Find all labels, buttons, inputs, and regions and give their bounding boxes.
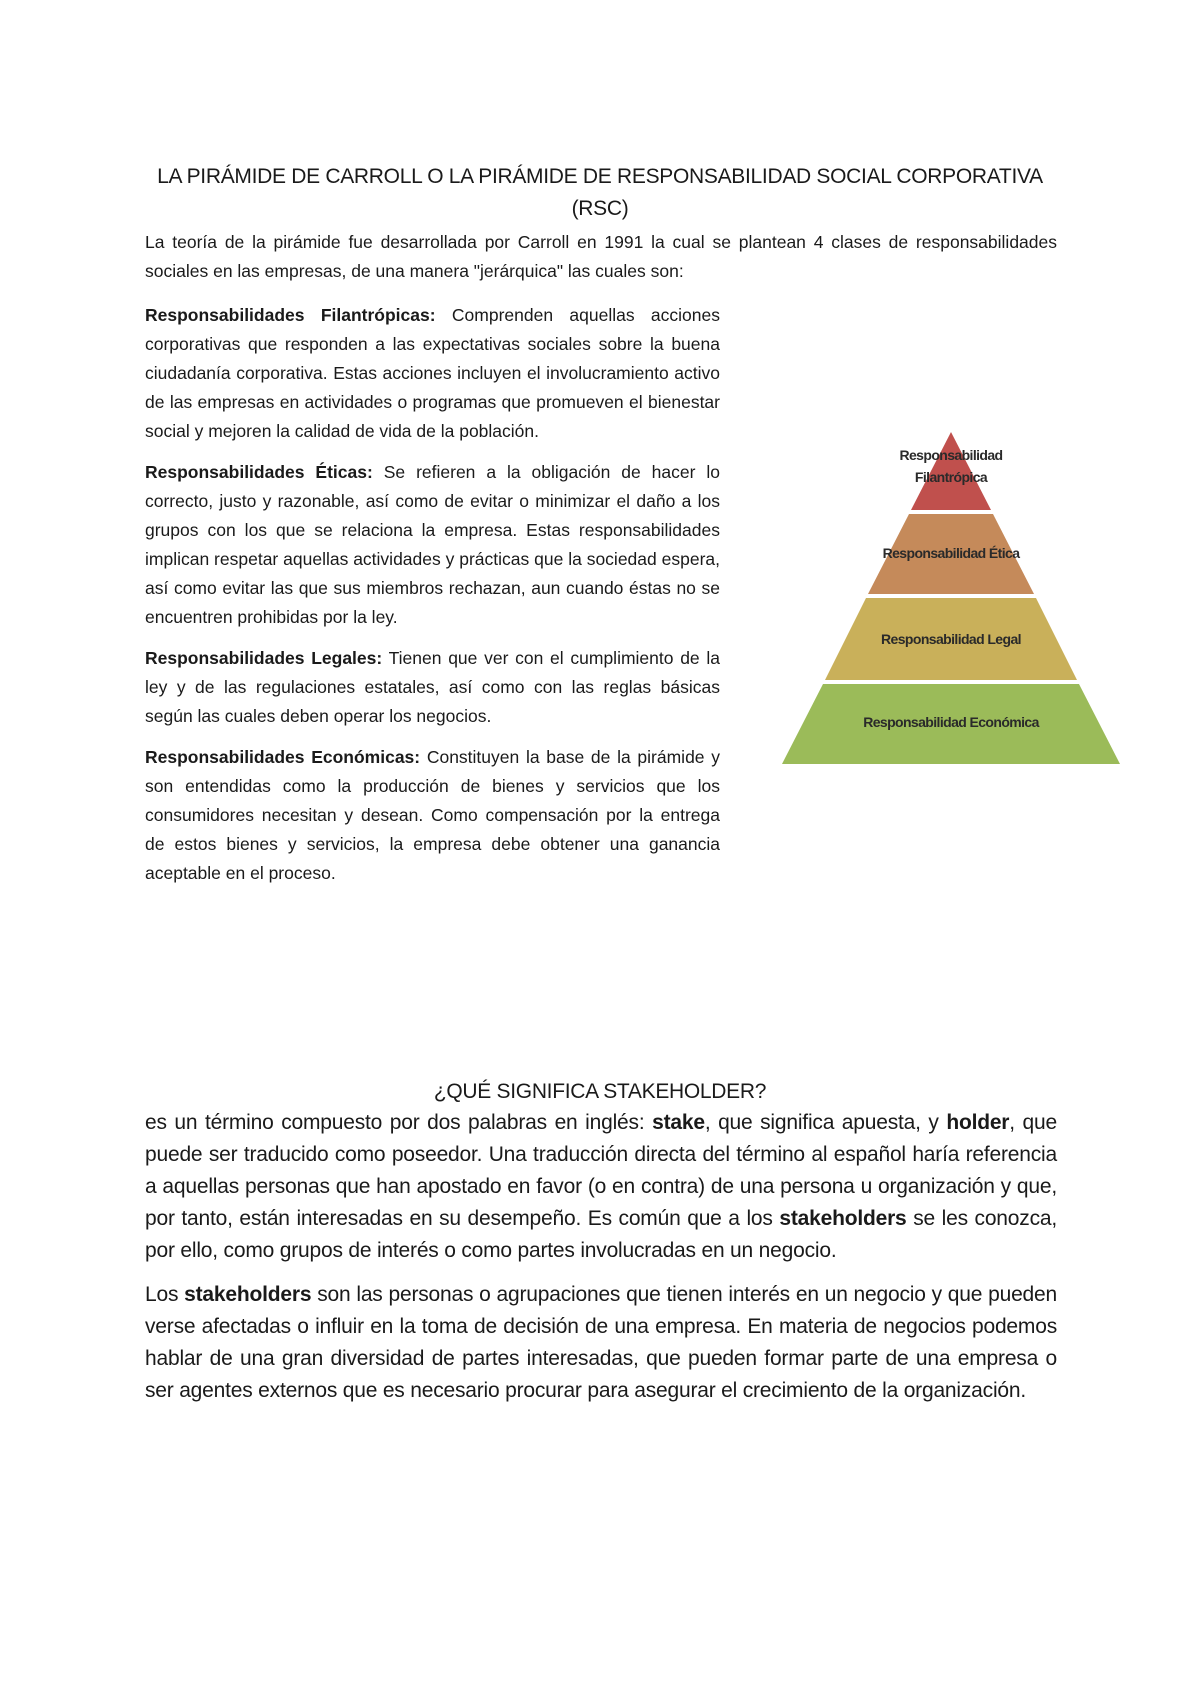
keyword-stakeholders: stakeholders xyxy=(184,1283,312,1306)
responsibility-title: Responsabilidades Filantrópicas: xyxy=(145,305,436,325)
responsibility-text: Se refieren a la obligación de hacer lo correcto, justo y razonable, así como de evitar o minimizar el daño a los grupos con los que se relaciona la empresa. Estas responsabilidades implican respetar aquellas actividades y prácticas que la sociedad espera, así como evitar las que sus miembros rechazan, aun cuando éstas no se encuentren prohibidas por la ley. xyxy=(145,462,720,627)
stakeholder-section xyxy=(145,1107,1057,1419)
responsibility-title: Responsabilidades Económicas: xyxy=(145,747,421,767)
keyword-stakeholders: stakeholders xyxy=(779,1207,907,1230)
responsibility-text: Constituyen la base de la pirámide y son entendidas como la producción de bienes y servicios que los consumidores necesitan y desean. Como compensación por la entrega de estos bienes y servicios, la empresa debe obtener una ganancia aceptable en el proceso. xyxy=(145,747,720,883)
responsibility-title: Responsabilidades Éticas: xyxy=(145,462,373,482)
pyramid-label-philanthropic-line2: Filantrópica xyxy=(914,469,988,485)
responsibility-ethical xyxy=(145,458,720,632)
responsibilities-list xyxy=(145,301,720,900)
text-run: , que puede ser traducido como poseedor. Una traducción directa del término al español haría referencia a aquellas personas que han apostado en favor (o en contra) de una persona u organización y que, por tanto, están interesadas en su desempeño. Es común que a los xyxy=(145,1111,1057,1230)
text-run: son las personas o agrupaciones que tienen interés en un negocio y que pueden verse afectadas o influir en la toma de decisión de una empresa. En materia de negocios podemos hablar de una gran diversidad de partes interesadas, que pueden formar parte de una empresa o ser agentes externos que es necesario procurar para asegurar el crecimiento de la organización. xyxy=(145,1283,1057,1402)
pyramid-label-philanthropic-line1: Responsabilidad xyxy=(899,447,1003,463)
responsibility-title: Responsabilidades Legales: xyxy=(145,648,383,668)
carroll-pyramid-diagram xyxy=(745,430,1157,795)
pyramid-label-ethical: Responsabilidad Ética xyxy=(882,545,1020,561)
intro-paragraph: La teoría de la pirámide fue desarrollada por Carroll en 1991 la cual se plantean 4 clases de responsabilidades sociales en las empresas, de una manera "jerárquica" las cuales son: xyxy=(145,232,1057,281)
keyword-stake: stake xyxy=(652,1111,705,1134)
responsibility-economic xyxy=(145,743,720,888)
responsibility-text: Tienen que ver con el cumplimiento de la ley y de las regulaciones estatales, así como con las reglas básicas según las cuales deben operar los negocios. xyxy=(145,648,721,726)
responsibility-legal xyxy=(145,644,720,731)
keyword-holder: holder xyxy=(946,1111,1010,1134)
pyramid-label-economic: Responsabilidad Económica xyxy=(863,714,1039,730)
responsibility-philanthropic xyxy=(145,301,720,446)
responsibility-text: Comprenden aquellas acciones corporativas que responden a las expectativas sociales sobre la buena ciudadanía corporativa. Estas acciones incluyen el involucramiento activo de las empresas en actividades o programas que promueven el bienestar social y mejoren la calidad de vida de la población. xyxy=(145,305,720,441)
document-title: LA PIRÁMIDE DE CARROLL O LA PIRÁMIDE DE RESPONSABILIDAD SOCIAL CORPORATIVA (RSC) xyxy=(157,165,1043,221)
text-run: se les conozca, por ello, como grupos de interés o como partes involucradas en un negocio. xyxy=(145,1207,1057,1262)
stakeholder-paragraph-2 xyxy=(145,1279,1057,1407)
stakeholder-paragraph-1 xyxy=(145,1107,1057,1267)
stakeholder-heading: ¿QUÉ SIGNIFICA STAKEHOLDER? xyxy=(433,1080,767,1104)
text-run: es un término compuesto por dos palabras en inglés: xyxy=(145,1111,653,1134)
text-run: , que significa apuesta, y xyxy=(704,1111,947,1134)
pyramid-label-legal: Responsabilidad Legal xyxy=(881,631,1021,647)
text-run: Los xyxy=(145,1283,185,1306)
